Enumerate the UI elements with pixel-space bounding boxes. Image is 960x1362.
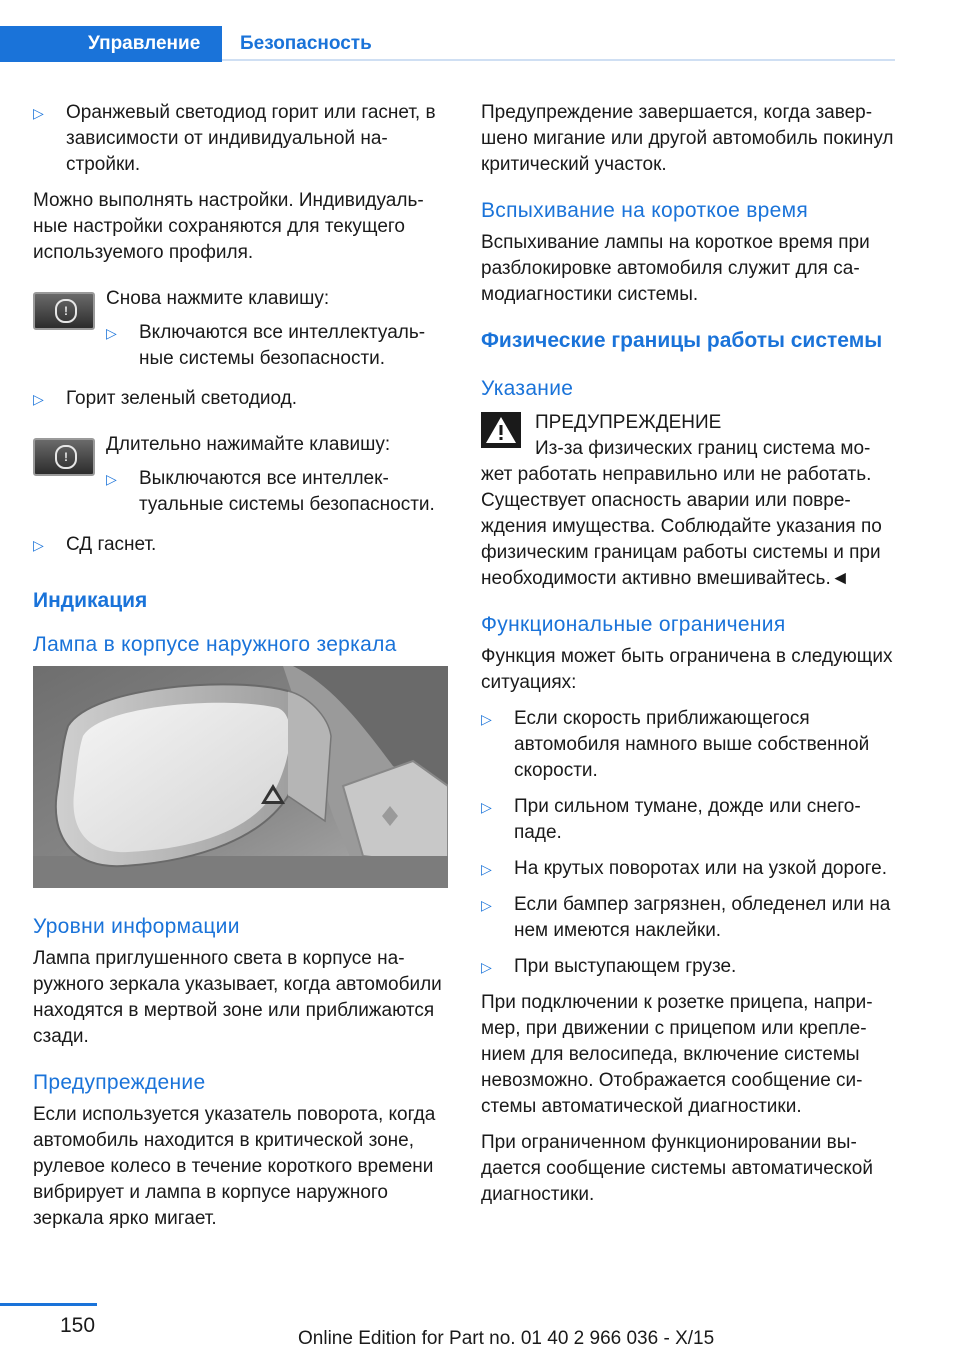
warning-title: ПРЕДУПРЕЖДЕНИЕ [535, 412, 722, 433]
paragraph: При ограниченном функционировании выдается сообщение системы автоматической диагностики. [481, 1132, 873, 1205]
right-column [481, 100, 895, 1218]
paragraph: Функция может быть ограничена в следующих ситуациях: [481, 646, 893, 693]
triangle-right-icon: ▷ [481, 711, 492, 727]
key-instruction [33, 286, 448, 372]
list-item: ▷ Оранжевый светодиод горит или гаснет, в зависимости от индивидуальной настройки. [33, 102, 436, 175]
list-item: ▷ СД гаснет. [33, 532, 448, 558]
driver-assist-button-icon: ! [33, 292, 95, 330]
triangle-right-icon: ▷ [33, 537, 44, 553]
triangle-right-icon: ▷ [481, 861, 492, 877]
list-item: ▷ При выступающем грузе. [481, 954, 895, 980]
paragraph: Предупреждение завершается, когда завершено мигание или другой автомобиль покинул критический участок. [481, 102, 894, 175]
left-column [33, 100, 448, 1242]
subsection-heading: Функциональные ограничения [481, 613, 786, 636]
warning-triangle-icon [481, 412, 521, 448]
driver-assist-button-icon: ! [33, 438, 95, 476]
triangle-right-icon: ▷ [481, 959, 492, 975]
subsection-heading: Вспыхивание на короткое время [481, 199, 809, 222]
key-text: Снова нажмите клавишу: [106, 288, 330, 309]
page-number: 150 [60, 1314, 96, 1337]
list-item: ▷ На крутых поворотах или на узкой дороге. [481, 856, 895, 882]
triangle-right-icon: ▷ [33, 105, 44, 121]
footer-divider [0, 1303, 97, 1306]
list-item: ▷ Если бампер загрязнен, обледенел или на нем имеются наклейки. [481, 894, 891, 941]
warning-text: Из-за физических границ система может работать неправильно или не работать. Существует опасность аварии или повреждения имущества. Соблюдайте указания по физическим границам работы системы и при необходимости активно вмешивайтесь.◄ [481, 438, 882, 589]
triangle-right-icon: ▷ [106, 325, 117, 341]
triangle-right-icon: ▷ [481, 799, 492, 815]
subsection-heading: Уровни информации [33, 915, 240, 938]
page-header [0, 26, 895, 62]
tab-control[interactable]: Управление [0, 26, 222, 62]
warning-box [481, 410, 895, 592]
header-divider [222, 59, 895, 61]
tab-safety[interactable]: Безопасность [240, 33, 372, 54]
paragraph: Можно выполнять настройки. Индивидуальные настройки сохраняются для текущего используемого профиля. [33, 190, 424, 263]
list-item: ▷ Если скорость приближающегося автомобиля намного выше собственной скорости. [481, 708, 870, 781]
paragraph: Если используется указатель поворота, когда автомобиль находится в критической зоне, рулевое колесо в течение короткого времени вибрирует и лампа в корпусе наружного зеркала ярко мигает. [33, 1104, 436, 1229]
paragraph: Лампа приглушенного света в корпусе наружного зеркала указывает, когда автомобили находятся в мертвой зоне или приближаются сзади. [33, 948, 442, 1047]
section-heading: Физические границы работы системы [481, 329, 883, 352]
triangle-right-icon: ▷ [481, 897, 492, 913]
triangle-right-icon: ▷ [106, 471, 117, 487]
key-text: Длительно нажимайте клавишу: [106, 434, 391, 455]
list-item: ▷ При сильном тумане, дожде или снегопаде. [481, 796, 861, 843]
key-instruction [33, 432, 448, 518]
subsection-heading: Предупреждение [33, 1071, 206, 1094]
subsection-heading: Указание [481, 377, 574, 400]
list-item: ▷ Выключаются все интеллектуальные системы безопасности. [106, 468, 435, 515]
list-item: ▷ Включаются все интеллектуальные системы безопасности. [106, 322, 426, 369]
edition-footer: Online Edition for Part no. 01 40 2 966 036 - X/15 [298, 1328, 715, 1349]
section-heading: Индикация [33, 589, 148, 612]
triangle-right-icon: ▷ [33, 391, 44, 407]
list-item: ▷ Горит зеленый светодиод. [33, 386, 448, 412]
paragraph: Вспыхивание лампы на короткое время при разблокировке автомобиля служит для самодиагностики системы. [481, 232, 870, 305]
side-mirror-image [33, 666, 448, 888]
paragraph: При подключении к розетке прицепа, например, при движении с прицепом или креплением для велосипеда, включение системы невозможно. Отображается сообщение системы автоматической диагностики. [481, 992, 873, 1117]
subsection-heading: Лампа в корпусе наружного зеркала [33, 633, 397, 656]
